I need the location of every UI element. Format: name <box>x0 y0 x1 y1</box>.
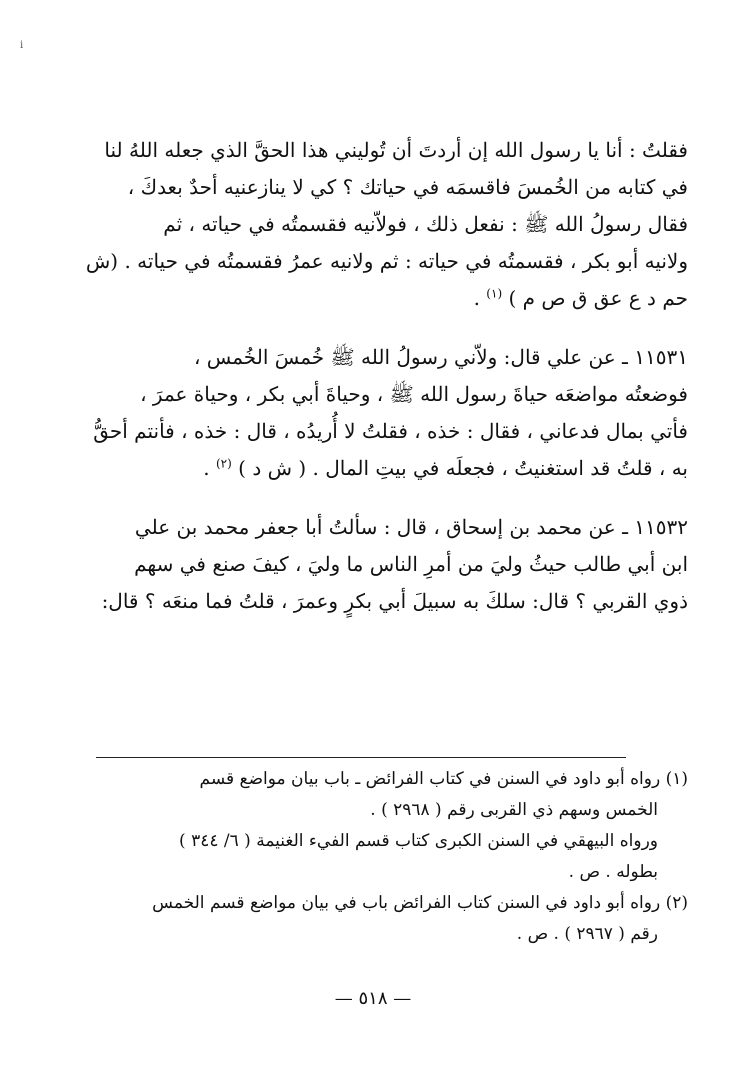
footnote-2 <box>62 888 688 950</box>
text-line: فقال رسولُ الله ﷺ : نفعل ذلك ، فولاّنيه فقسمتُه في حياته ، ثم <box>163 212 688 236</box>
footnote-line: (١) رواه أبو داود في السنن في كتاب الفرائض ـ باب بيان مواضع قسم <box>199 769 688 789</box>
footnote-line: (٢) رواه أبو داود في السنن كتاب الفرائض باب في بيان مواضع قسم الخمس <box>152 893 688 913</box>
paragraph-spacer <box>62 317 688 339</box>
text-fragment: . <box>473 286 480 310</box>
text-line: فقلتُ : أنا يا رسول الله إن أردتَ أن تُوليني هذا الحقَّ الذي جعله اللهُ لنا <box>104 138 688 162</box>
text-line: ولانيه أبو بكر ، فقسمتُه في حياته : ثم ولانيه عمرُ فقسمتُه في حياته . (ش <box>85 249 688 273</box>
text-fragment: حم د ع عق ق ص م ) <box>508 286 688 310</box>
footnote-line: بطوله . ص . <box>568 862 658 882</box>
page-number: — ٥١٨ — <box>334 988 412 1009</box>
footnote-line: رقم ( ٢٩٦٧ ) . ص . <box>516 924 658 944</box>
text-line: ابن أبي طالب حيثُ وليَ من أمرِ الناس ما وليَ ، كيفَ صنع في سهم <box>134 552 688 576</box>
main-text <box>62 132 688 620</box>
text-fragment: . <box>203 456 210 480</box>
text-line: ذوي القربي ؟ قال: سلكَ به سبيلَ أبي بكرٍ وعمرَ ، قلتُ فما منعَه ؟ قال: <box>101 589 688 613</box>
footnote-line: الخمس وسهم ذي القربى رقم ( ٢٩٦٨ ) . <box>370 800 658 820</box>
text-line: فأتي بمال فدعاني ، فقال : خذه ، فقلتُ لا أُريدُه ، قال : خذه ، فأنتم أحقُّ <box>93 419 688 443</box>
margin-mark: i <box>20 40 24 51</box>
footnote-line: ورواه البيهقي في السنن الكبرى كتاب قسم الفيء الغنيمة ( ٦/ ٣٤٤ ) <box>179 831 658 851</box>
footnote-ref-1: (١) <box>486 286 503 301</box>
text-line-last <box>62 450 688 487</box>
text-line: فوضعتُه مواضعَه حياةَ رسول الله ﷺ ، وحياةَ أبي بكر ، وحياة عمرَ ، <box>140 382 688 406</box>
text-line: في كتابه من الخُمسَ فاقسمَه في حياتك ؟ كي لا ينازعنيه أحدٌ بعدكَ ، <box>127 175 688 199</box>
footnote-1-continued <box>62 826 688 888</box>
text-line-last <box>62 280 688 317</box>
footnote-divider <box>96 757 626 758</box>
footnotes <box>62 764 688 950</box>
hadith-11531-line: ١١٥٣١ ـ عن علي قال: ولاّني رسولُ الله ﷺ خُمسَ الخُمس ، <box>193 345 688 369</box>
footnote-ref-2: (٢) <box>215 456 232 471</box>
paragraph-spacer <box>62 487 688 509</box>
text-fragment: به ، قلتُ قد استغنيتُ ، فجعلَه في بيتِ المال . ( ش د ) <box>238 456 688 480</box>
hadith-11532-line: ١١٥٣٢ ـ عن محمد بن إسحاق ، قال : سألتُ أبا جعفر محمد بن علي <box>134 515 688 539</box>
footnote-1 <box>62 764 688 826</box>
